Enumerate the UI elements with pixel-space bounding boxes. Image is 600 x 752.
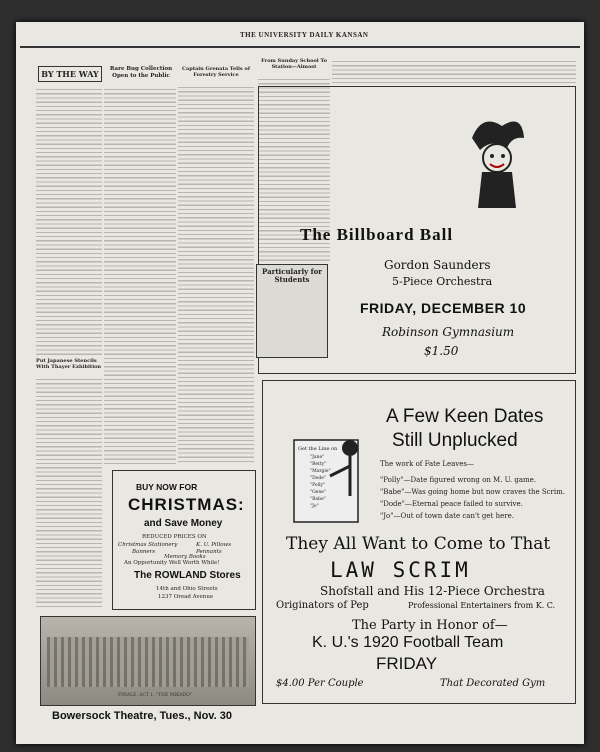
pillows-item: K. U. Pillows xyxy=(196,542,232,548)
friday-line: FRIDAY xyxy=(376,654,438,673)
sketch-names xyxy=(310,454,331,510)
fate-list xyxy=(380,474,565,522)
fate-intro: The work of Fate Leaves— xyxy=(380,460,474,468)
billboard-title: The Billboard Ball xyxy=(300,225,454,244)
column-1-text xyxy=(36,86,102,356)
shofstall-line: Shofstall and His 12-Piece Orchestra xyxy=(320,584,545,598)
masthead-title: THE UNIVERSITY DAILY KANSAN xyxy=(240,31,369,39)
sketch-name: "Jo" xyxy=(310,504,319,509)
fate-list-item: "Jo"—Out of town date can't get here. xyxy=(380,512,514,520)
japanese-headline: Put Japanese Stencils With Thayer Exhibition xyxy=(36,358,102,370)
law-scrim-price: $4.00 Per Couple xyxy=(276,678,364,689)
jester-illustration xyxy=(452,108,532,218)
stationery-item: Christmas Stationery xyxy=(118,542,178,548)
rare-bug-headline: Rare Bug Collection Open to the Public xyxy=(109,66,173,79)
rowland-stores: The ROWLAND Stores xyxy=(134,570,241,581)
gym-line: That Decorated Gym xyxy=(440,678,546,689)
fate-list-item: "Dode"—Eternal peace failed to survive. xyxy=(380,500,523,508)
law-scrim-title: LAW SCRIM xyxy=(330,558,471,582)
billboard-band: Gordon Saunders xyxy=(384,258,491,272)
banners-item: Banners xyxy=(132,549,156,555)
column-3-text xyxy=(178,84,254,464)
all-want-line: They All Want to Come to That xyxy=(286,534,551,554)
sketch-name: "Margie" xyxy=(310,469,331,474)
sketch-name: "Babe" xyxy=(310,497,326,502)
address-line-1: 14th and Ohio Streets xyxy=(156,586,218,592)
christmas-title: CHRISTMAS: xyxy=(128,495,245,514)
gresta-headline: Captain Grenata Tells of Forestry Service xyxy=(182,66,250,78)
by-the-way-header: BY THE WAY xyxy=(38,66,102,82)
billboard-price: $1.50 xyxy=(424,344,459,358)
sunday-school-headline: From Sunday School To Station—Almost xyxy=(261,58,327,70)
fate-list-item: "Babe"—Was going home but now craves the Scrim. xyxy=(380,488,566,496)
sketch-name: "Polly" xyxy=(310,483,326,488)
memory-item: Memory Books xyxy=(164,554,206,560)
sketch-name: "Gene" xyxy=(310,490,326,495)
particularly-ad: Particularly for Students xyxy=(256,264,328,358)
keen-dates-1: A Few Keen Dates xyxy=(386,406,544,427)
keen-dates-2: Still Unplucked xyxy=(392,430,518,451)
reduced-prices-line: REDUCED PRICES ON xyxy=(142,534,207,540)
opportunity-line: An Opportunity Well Worth While! xyxy=(124,560,220,566)
originators-line: Originators of Pep xyxy=(276,600,369,611)
pennants-item: Pennants xyxy=(196,549,222,555)
column-5-text xyxy=(332,58,576,84)
photo-caption: FINALE, ACT 1, "THE MIKADO" xyxy=(118,693,192,698)
billboard-orchestra: 5-Piece Orchestra xyxy=(392,275,493,288)
bowersock-line: Bowersock Theatre, Tues., Nov. 30 xyxy=(52,710,232,722)
party-line: The Party in Honor of— xyxy=(352,618,508,633)
column-2-text xyxy=(104,86,176,466)
ku-team-line: K. U.'s 1920 Football Team xyxy=(312,634,504,651)
address-line-2: 1237 Oread Avenue xyxy=(158,594,214,600)
sketch-name: "Dode" xyxy=(310,476,327,481)
billboard-date: FRIDAY, DECEMBER 10 xyxy=(360,300,527,316)
billboard-venue: Robinson Gymnasium xyxy=(382,325,515,339)
column-1b-text xyxy=(36,376,102,608)
save-money-line: and Save Money xyxy=(144,518,223,529)
buy-now-line: BUY NOW FOR xyxy=(136,482,198,492)
fate-list-item: "Polly"—Date figured wrong on M. U. game. xyxy=(380,476,537,484)
sketch-name: "Betty" xyxy=(310,462,327,467)
sketch-title: Get the Line on xyxy=(298,446,338,452)
professional-line: Professional Entertainers from K. C. xyxy=(408,601,556,610)
crowd-image xyxy=(47,637,249,687)
masthead xyxy=(20,28,580,48)
sketch-name: "Jane" xyxy=(310,455,325,460)
